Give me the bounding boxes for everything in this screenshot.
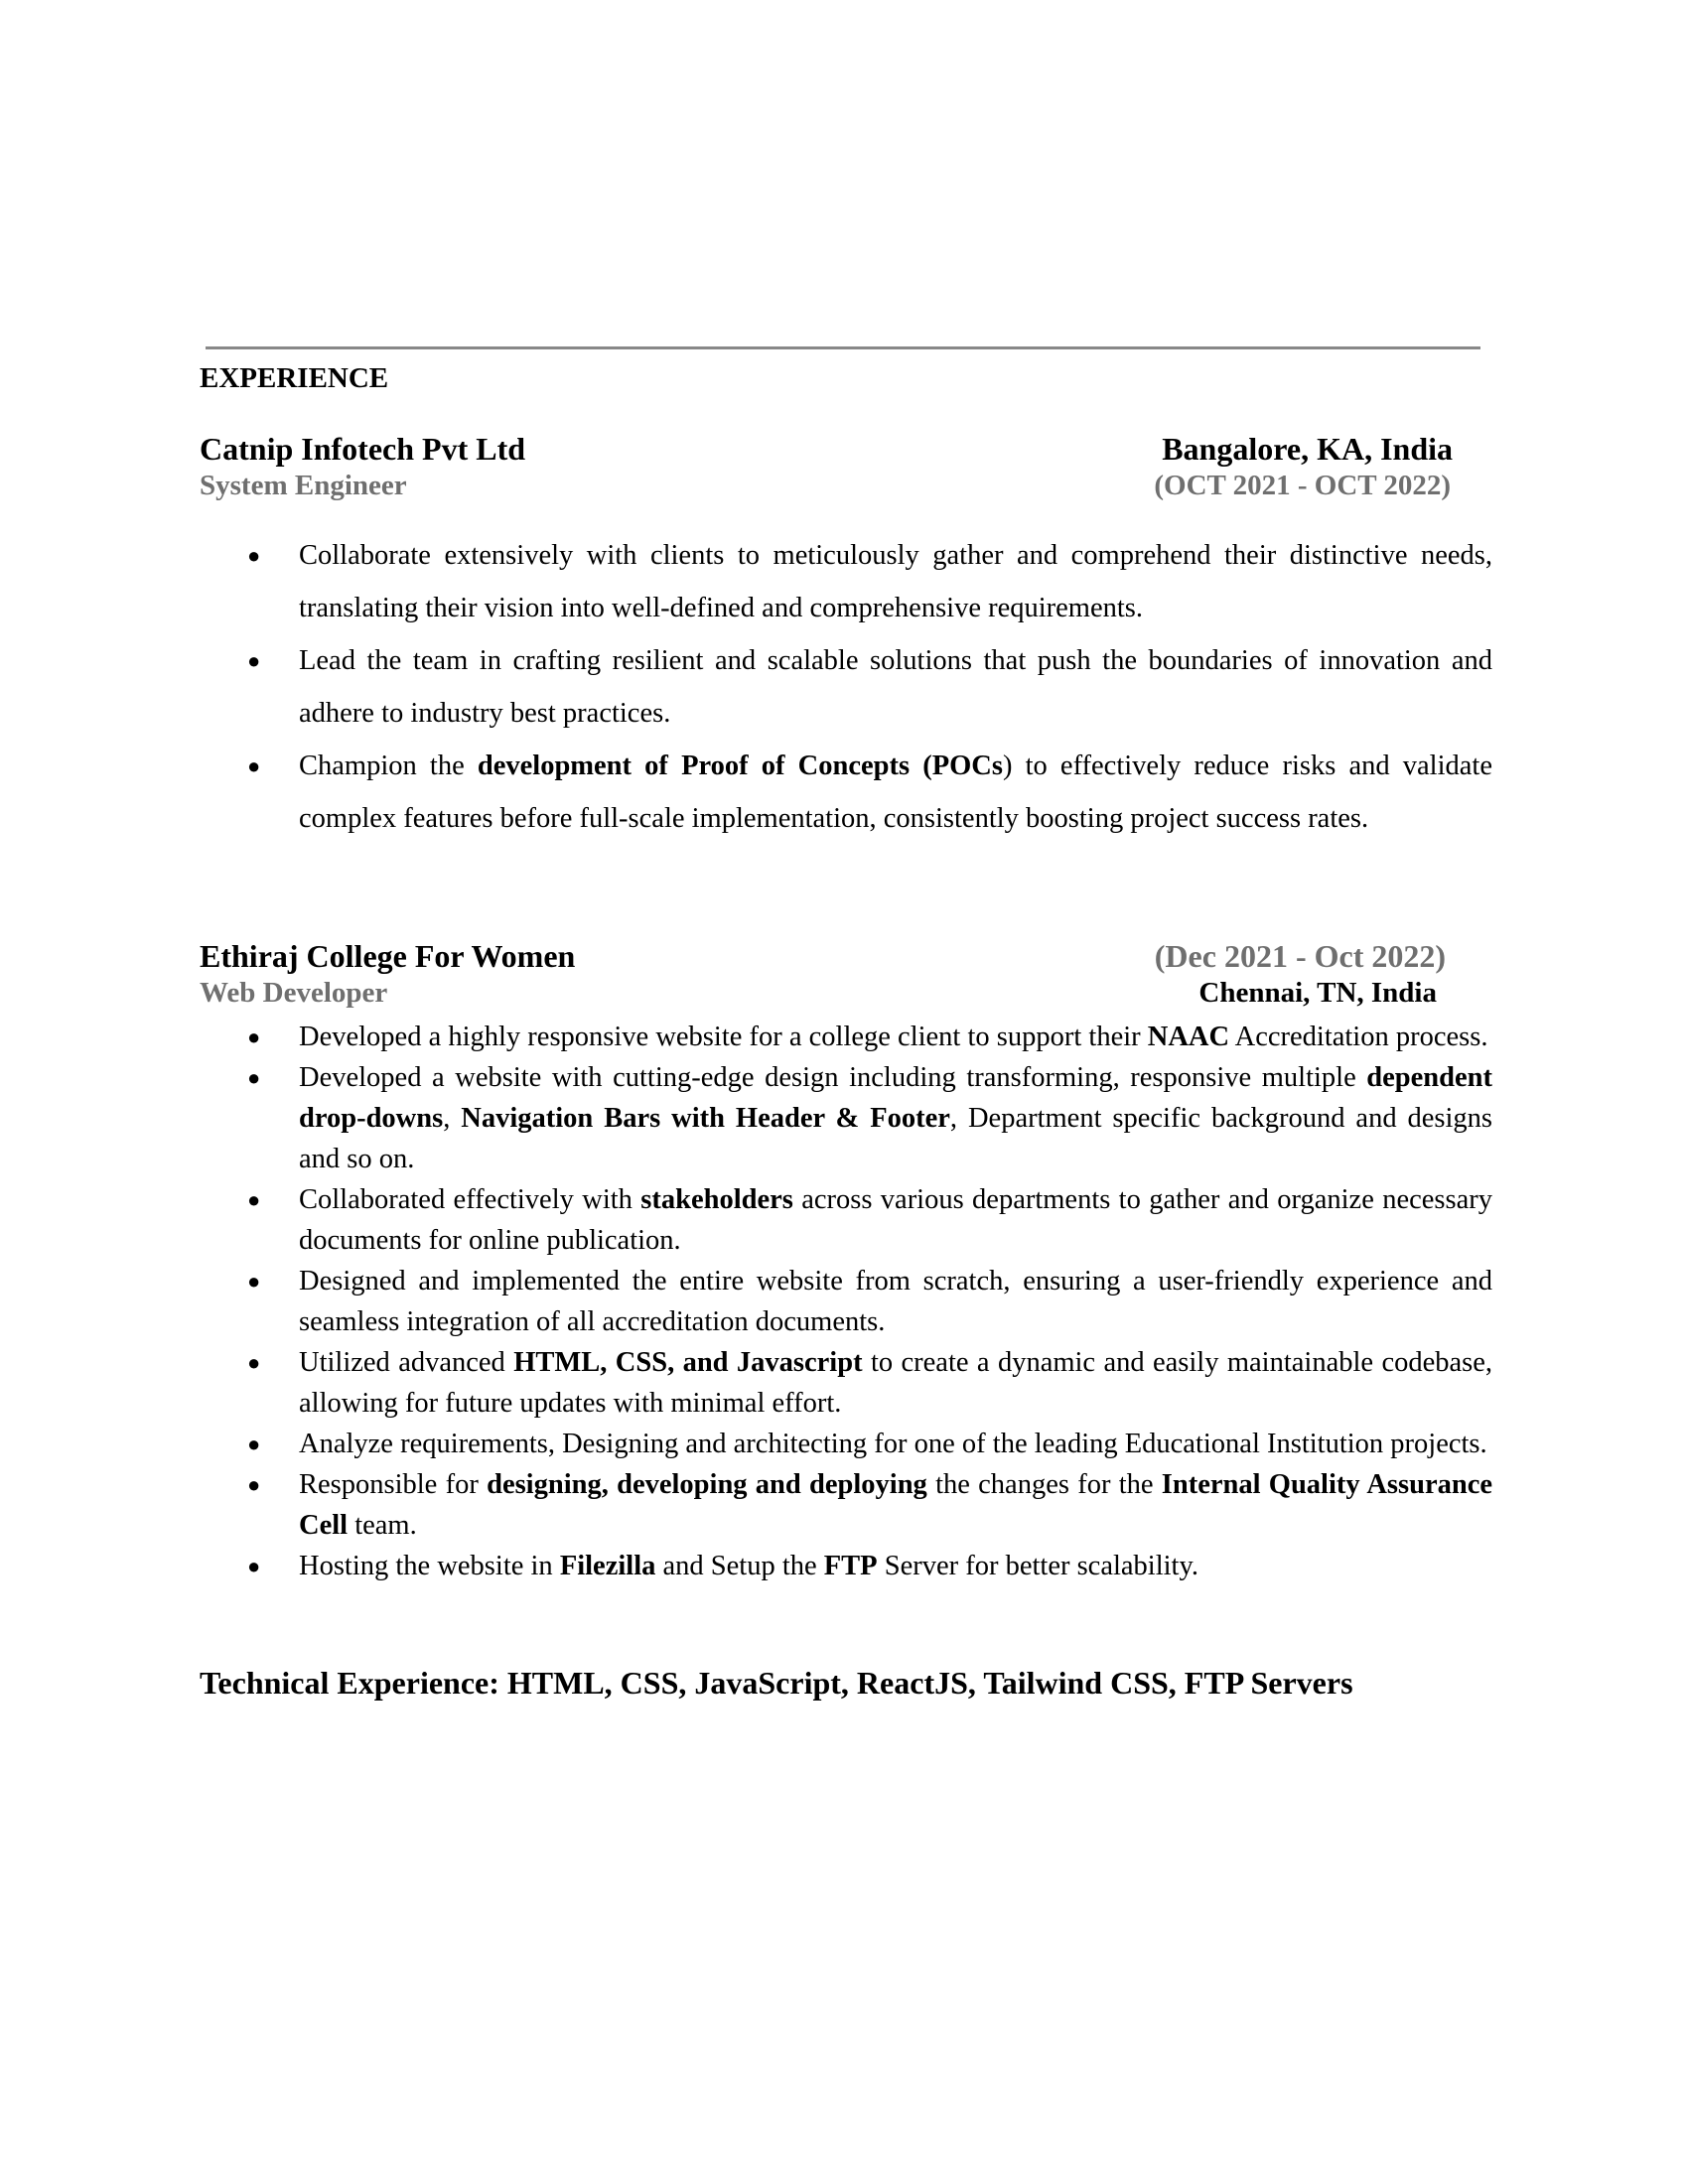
- job-1-org: Catnip Infotech Pvt Ltd: [200, 431, 526, 467]
- bullet-text-bold: FTP: [823, 1551, 878, 1581]
- bullet-text: ) to effectively reduce risks and validate complex features before full-scale implementation, consistently boosting project success rates.: [299, 751, 1492, 834]
- bullet-item: [247, 1017, 1492, 1057]
- bullet-text: Responsible for: [299, 1469, 488, 1500]
- bullet-text: Developed a website with cutting-edge design including transforming, responsive multiple: [299, 1062, 1367, 1093]
- bullet-text-bold: dependent drop-downs: [299, 1062, 1492, 1134]
- bullet-item: [247, 740, 1492, 845]
- bullet-text: Collaborated effectively with: [299, 1184, 641, 1215]
- job-2-dates: (Dec 2021 - Oct 2022): [1154, 938, 1446, 974]
- job-1-role: System Engineer: [200, 470, 407, 501]
- bullet-item: [247, 1464, 1492, 1546]
- bullet-text: across various departments to gather and organize necessary documents for online publication.: [299, 1184, 1492, 1256]
- bullet-text-bold: HTML, CSS, and Javascript: [513, 1347, 863, 1378]
- technical-experience: Technical Experience: HTML, CSS, JavaScript, ReactJS, Tailwind CSS, FTP Servers: [200, 1665, 1353, 1701]
- job-1-location: Bangalore, KA, India: [1162, 431, 1453, 467]
- bullet-item: [247, 1424, 1492, 1464]
- bullet-dot-icon: ●: [247, 1065, 261, 1090]
- bullet-text: Utilized advanced: [299, 1347, 514, 1378]
- bullet-item: [247, 1261, 1492, 1342]
- bullet-item: [247, 529, 1492, 634]
- bullet-text: Collaborate extensively with clients to meticulously gather and comprehend their distinctive needs, translating their vision into well-defined and comprehensive requirements.: [299, 540, 1492, 623]
- bullet-dot-icon: ●: [247, 1269, 261, 1294]
- bullet-text: Designed and implemented the entire website from scratch, ensuring a user-friendly experience and seamless integration of all accreditation documents.: [299, 1266, 1492, 1337]
- bullet-text: ,: [443, 1103, 462, 1134]
- bullet-text: team.: [348, 1510, 417, 1541]
- bullet-text: Accreditation process.: [1229, 1022, 1488, 1052]
- job-2-bullet-list: [247, 1017, 1492, 1586]
- job-1-bullet-list: [247, 529, 1492, 845]
- job-1-dates: (OCT 2021 - OCT 2022): [1154, 470, 1451, 501]
- bullet-dot-icon: ●: [247, 1472, 261, 1497]
- bullet-text-bold: Navigation Bars with Header & Footer: [461, 1103, 950, 1134]
- bullet-text-bold: designing, developing and deploying: [487, 1469, 927, 1500]
- job-2-location: Chennai, TN, India: [1198, 977, 1437, 1009]
- bullet-text: Champion the: [299, 751, 478, 781]
- bullet-dot-icon: ●: [247, 753, 261, 778]
- bullet-item: [247, 634, 1492, 740]
- bullet-item: [247, 1342, 1492, 1424]
- bullet-text: to create a dynamic and easily maintainable codebase, allowing for future updates with minimal effort.: [299, 1347, 1493, 1419]
- bullet-text-bold: development of Proof of Concepts (POCs: [477, 751, 1003, 781]
- bullet-text: Analyze requirements, Designing and architecting for one of the leading Educational Institution projects.: [299, 1429, 1487, 1459]
- job-2-role: Web Developer: [200, 977, 388, 1009]
- bullet-text: the changes for the: [926, 1469, 1162, 1500]
- bullet-dot-icon: ●: [247, 1554, 261, 1578]
- job-2-org: Ethiraj College For Women: [200, 938, 576, 974]
- bullet-item: [247, 1057, 1492, 1179]
- bullet-item: [247, 1179, 1492, 1261]
- bullet-text-bold: NAAC: [1147, 1022, 1230, 1052]
- bullet-dot-icon: ●: [247, 543, 261, 568]
- bullet-text: , Department specific background and designs and so on.: [299, 1103, 1493, 1174]
- bullet-dot-icon: ●: [247, 1024, 261, 1049]
- bullet-text-bold: stakeholders: [640, 1184, 793, 1215]
- bullet-text: Server for better scalability.: [877, 1551, 1198, 1581]
- bullet-text: Developed a highly responsive website for a college client to support their: [299, 1022, 1148, 1052]
- bullet-dot-icon: ●: [247, 1432, 261, 1456]
- bullet-dot-icon: ●: [247, 1350, 261, 1375]
- section-divider: [206, 346, 1480, 349]
- section-title: EXPERIENCE: [200, 362, 389, 394]
- bullet-dot-icon: ●: [247, 1187, 261, 1212]
- bullet-item: [247, 1546, 1492, 1586]
- bullet-text: Lead the team in crafting resilient and scalable solutions that push the boundaries of innovation and adhere to industry best practices.: [299, 645, 1492, 729]
- bullet-text-bold: Internal Quality Assurance Cell: [299, 1469, 1492, 1541]
- bullet-dot-icon: ●: [247, 648, 261, 673]
- bullet-text-bold: Filezilla: [559, 1551, 656, 1581]
- bullet-text: and Setup the: [655, 1551, 824, 1581]
- bullet-text: Hosting the website in: [299, 1551, 560, 1581]
